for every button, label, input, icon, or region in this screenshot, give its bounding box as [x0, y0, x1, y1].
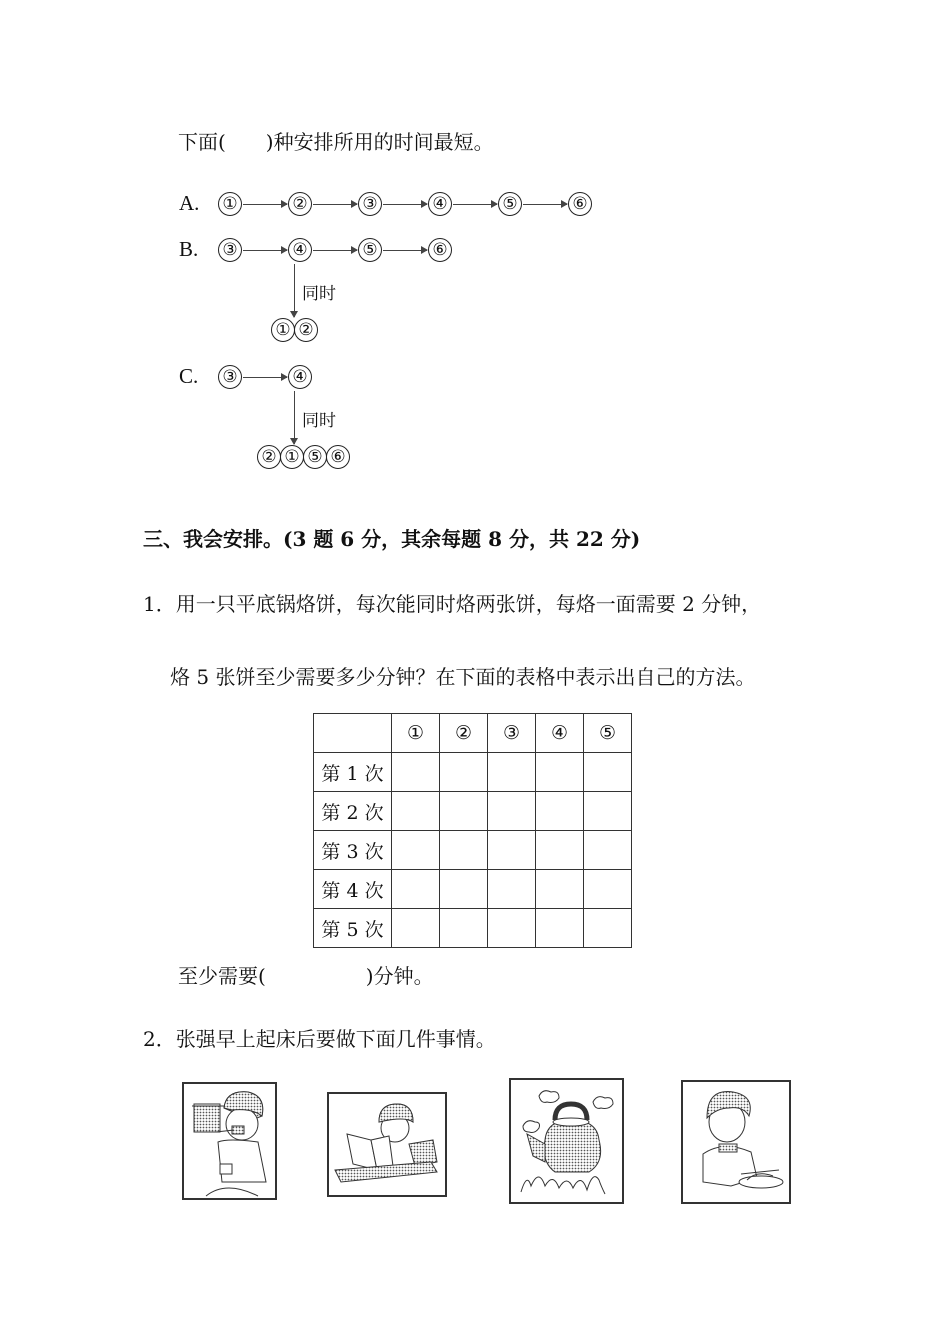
row-header: 第 2 次: [314, 792, 392, 831]
step-node: ①: [271, 318, 295, 342]
answer-cell[interactable]: [584, 753, 632, 792]
step-node: ⑥: [568, 192, 592, 216]
table-row: [314, 792, 632, 831]
answer-cell[interactable]: [440, 870, 488, 909]
step-node: ①: [280, 445, 304, 469]
branch-items: [257, 445, 350, 469]
table-row: [314, 753, 632, 792]
answer-cell[interactable]: [536, 831, 584, 870]
step-node: ①: [218, 192, 242, 216]
arrow-right-icon: [453, 204, 497, 205]
answer-cell[interactable]: [584, 909, 632, 948]
arrow-right-icon: [243, 377, 287, 378]
q2-text: 2．张强早上起床后要做下面几件事情。: [143, 1027, 496, 1051]
column-header: ①: [392, 714, 440, 753]
section-title: 三、我会安排。(3 题 6 分，其余每题 8 分，共 22 分): [143, 527, 641, 551]
read-book-icon: [329, 1094, 445, 1195]
row-header: 第 1 次: [314, 753, 392, 792]
row-header: 第 5 次: [314, 909, 392, 948]
picture-boil-water: [509, 1078, 624, 1204]
arrow-right-icon: [243, 204, 287, 205]
row-header: 第 3 次: [314, 831, 392, 870]
picture-eat-breakfast: [681, 1080, 791, 1204]
answer-cell[interactable]: [392, 909, 440, 948]
arrow-right-icon: [523, 204, 567, 205]
arrow-down-icon: [294, 264, 295, 317]
eat-breakfast-icon: [683, 1082, 789, 1202]
answer-cell[interactable]: [488, 792, 536, 831]
answer-cell[interactable]: [584, 792, 632, 831]
answer-cell[interactable]: [440, 831, 488, 870]
answer-cell[interactable]: [392, 831, 440, 870]
arrow-right-icon: [383, 204, 427, 205]
answer-cell[interactable]: [440, 909, 488, 948]
column-header: ②: [440, 714, 488, 753]
step-node: ②: [257, 445, 281, 469]
arrow-right-icon: [243, 250, 287, 251]
table-row: [314, 909, 632, 948]
q1-answer-blank[interactable]: 至少需要( )分钟。: [178, 964, 434, 988]
column-header: ④: [536, 714, 584, 753]
answer-cell[interactable]: [488, 909, 536, 948]
q1-line2: 烙 5 张饼至少需要多少分钟？在下面的表格中表示出自己的方法。: [170, 665, 756, 689]
table-row: [314, 870, 632, 909]
arrow-down-icon: [294, 391, 295, 444]
step-node: ④: [288, 238, 312, 262]
answer-cell[interactable]: [488, 870, 536, 909]
answer-cell[interactable]: [392, 870, 440, 909]
option-label: C.: [179, 364, 199, 388]
answer-cell[interactable]: [488, 753, 536, 792]
step-node: ④: [288, 365, 312, 389]
table-header-row: [314, 714, 632, 753]
table-row: [314, 831, 632, 870]
arrow-right-icon: [313, 250, 357, 251]
step-node: ③: [358, 192, 382, 216]
answer-cell[interactable]: [536, 909, 584, 948]
answer-cell[interactable]: [584, 870, 632, 909]
step-node: ④: [428, 192, 452, 216]
option-label: B.: [179, 237, 199, 261]
answer-cell[interactable]: [536, 753, 584, 792]
answer-cell[interactable]: [536, 870, 584, 909]
question-stem: 下面( )种安排所用的时间最短。: [178, 130, 494, 154]
column-header: ⑤: [584, 714, 632, 753]
step-node: ⑤: [498, 192, 522, 216]
branch-items: [271, 318, 318, 342]
picture-brush-teeth: [182, 1082, 277, 1200]
step-node: ②: [294, 318, 318, 342]
answer-cell[interactable]: [440, 753, 488, 792]
answer-cell[interactable]: [536, 792, 584, 831]
branch-label: 同时: [302, 284, 336, 304]
answer-cell[interactable]: [392, 792, 440, 831]
q1-line1: 1．用一只平底锅烙饼，每次能同时烙两张饼，每烙一面需要 2 分钟，: [143, 592, 762, 616]
picture-read-book: [327, 1092, 447, 1197]
option-label: A.: [179, 191, 200, 215]
step-node: ⑤: [358, 238, 382, 262]
branch-label: 同时: [302, 411, 336, 431]
column-header: ③: [488, 714, 536, 753]
brush-teeth-icon: [184, 1084, 275, 1198]
table-corner: [314, 714, 392, 753]
answer-cell[interactable]: [440, 792, 488, 831]
answer-cell[interactable]: [392, 753, 440, 792]
step-node: ③: [218, 365, 242, 389]
step-node: ⑥: [326, 445, 350, 469]
answer-cell[interactable]: [488, 831, 536, 870]
arrow-right-icon: [383, 250, 427, 251]
answer-cell[interactable]: [584, 831, 632, 870]
row-header: 第 4 次: [314, 870, 392, 909]
kettle-icon: [511, 1080, 622, 1202]
step-node: ⑥: [428, 238, 452, 262]
step-node: ⑤: [303, 445, 327, 469]
pancake-table: [313, 713, 632, 948]
arrow-right-icon: [313, 204, 357, 205]
step-node: ②: [288, 192, 312, 216]
step-node: ③: [218, 238, 242, 262]
